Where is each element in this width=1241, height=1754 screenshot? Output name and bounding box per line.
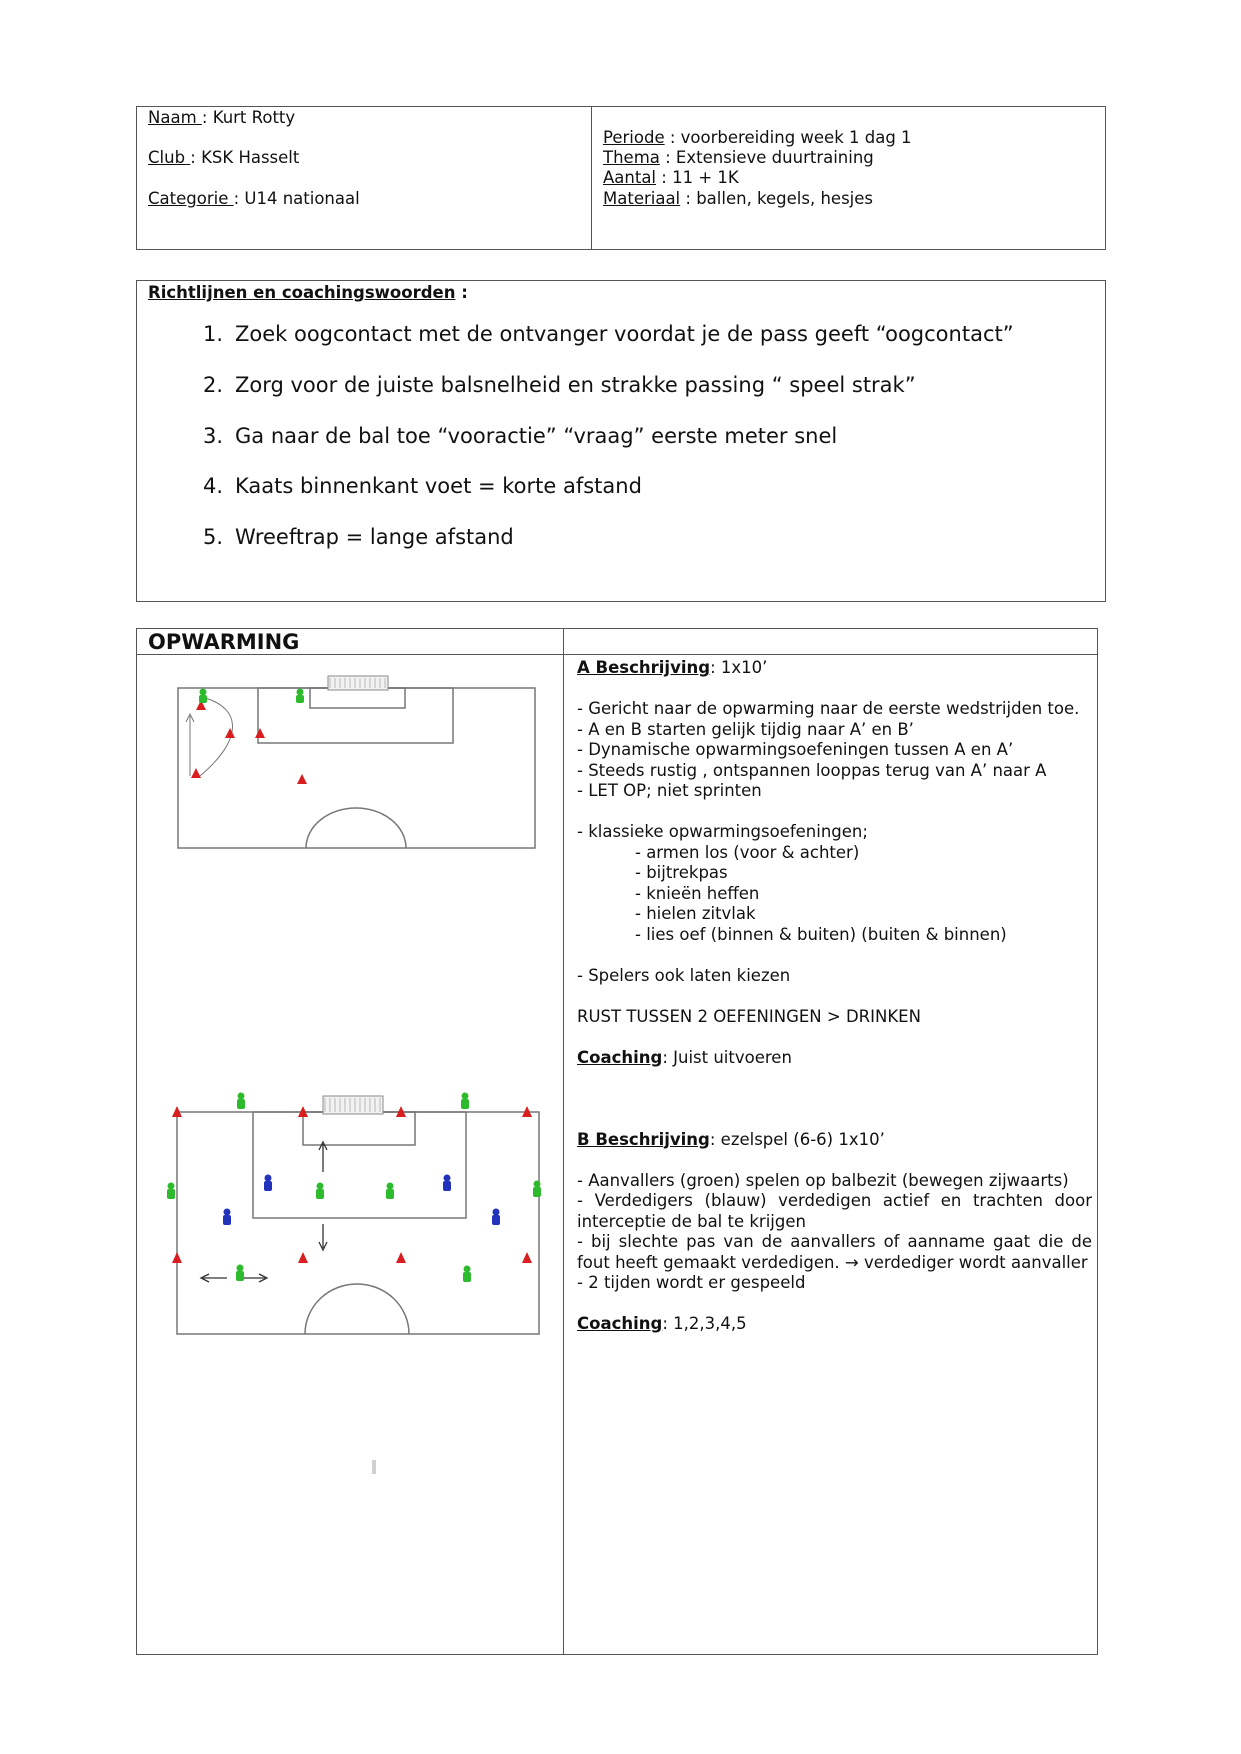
cone-icon xyxy=(225,728,235,738)
materiaal-label: Materiaal xyxy=(603,189,681,208)
cone-icon xyxy=(298,1252,308,1263)
cone-icon xyxy=(396,1252,406,1263)
cone-icon xyxy=(255,728,265,738)
defender-icon xyxy=(264,1175,272,1192)
guideline-item xyxy=(185,322,1014,346)
goal-area xyxy=(310,688,405,708)
guideline-num: 1. xyxy=(202,322,223,346)
goal-icon xyxy=(323,1096,383,1114)
aantal-value: : 11 + 1K xyxy=(656,168,739,187)
thema-row xyxy=(603,148,874,169)
header-divider xyxy=(591,106,592,250)
drill-b-diagram xyxy=(165,1082,555,1352)
b-description-label: B Beschrijving xyxy=(577,1129,710,1149)
faint-marker-icon xyxy=(372,1460,376,1474)
defender-icon xyxy=(223,1209,231,1226)
classic-intro: - klassieke opwarmingsoefeningen; xyxy=(577,822,868,841)
guideline-num: 3. xyxy=(202,424,223,448)
guideline-item xyxy=(185,474,642,498)
thema-label: Thema xyxy=(603,148,660,167)
center-circle xyxy=(305,1284,409,1334)
penalty-area xyxy=(258,688,453,743)
periode-label: Periode xyxy=(603,128,665,147)
materiaal-row xyxy=(603,189,873,210)
b-line: - Aanvallers (groen) spelen op balbezit (bewegen zijwaarts) xyxy=(577,1170,1069,1190)
drill-a-diagram xyxy=(170,668,540,858)
classic-item: - bijtrekpas xyxy=(635,863,728,882)
categorie-label: Categorie xyxy=(148,189,234,208)
club-value: : KSK Hasselt xyxy=(190,148,300,167)
guidelines-title-text: Richtlijnen en coachingswoorden xyxy=(148,283,456,302)
attacker-icon xyxy=(167,1183,175,1200)
classic-item: - knieën heffen xyxy=(635,883,760,903)
a-line: - A en B starten gelijk tijdig naar A’ en B’ xyxy=(577,719,914,739)
classic-item: - lies oef (binnen & buiten) (buiten & binnen) xyxy=(635,924,1007,944)
warmup-col-divider xyxy=(563,628,564,1655)
choose-line: - Spelers ook laten kiezen xyxy=(577,965,791,985)
penalty-area xyxy=(253,1112,466,1218)
cone-icon xyxy=(172,1252,182,1263)
rest-line: RUST TUSSEN 2 OEFENINGEN > DRINKEN xyxy=(577,1006,921,1026)
b-line: - bij slechte pas van de aanvallers of aanname gaat die de fout heeft gemaakt verdedigen. → verdediger wordt aanvaller xyxy=(577,1232,1092,1272)
periode-value: : voorbereiding week 1 dag 1 xyxy=(664,128,912,147)
guideline-num: 2. xyxy=(202,373,223,397)
naam-value: : Kurt Rotty xyxy=(201,108,296,127)
cone-icon xyxy=(522,1252,532,1263)
guidelines-title-suffix: : xyxy=(455,283,468,302)
attacker-icon xyxy=(533,1181,541,1198)
guideline-text: Ga naar de bal toe “vooractie” “vraag” eerste meter snel xyxy=(235,424,838,448)
player-icon xyxy=(296,689,304,704)
attacker-icon xyxy=(463,1266,471,1283)
warmup-row-divider xyxy=(136,654,1098,655)
player-icon xyxy=(199,689,207,704)
classic-item: - hielen zitvlak xyxy=(635,904,756,923)
guideline-item xyxy=(185,373,916,397)
club-row xyxy=(148,148,299,169)
guidelines-title xyxy=(148,283,468,304)
cone-icon xyxy=(297,774,307,784)
guideline-item xyxy=(185,525,514,549)
a-line: - Dynamische opwarmingsoefeningen tussen A en A’ xyxy=(577,740,1014,759)
materiaal-value: : ballen, kegels, hesjes xyxy=(680,189,874,208)
aantal-label: Aantal xyxy=(603,168,657,187)
periode-row xyxy=(603,128,912,149)
naam-row xyxy=(148,108,295,129)
a-coaching-label: Coaching xyxy=(577,1047,663,1067)
guideline-text: Wreeftrap = lange afstand xyxy=(235,525,514,549)
naam-label: Naam xyxy=(148,108,202,127)
guideline-num: 5. xyxy=(202,525,223,549)
categorie-value: : U14 nationaal xyxy=(233,189,360,208)
a-description-value: : 1x10’ xyxy=(710,658,768,677)
club-label: Club xyxy=(148,148,191,167)
defender-icon xyxy=(492,1209,500,1226)
a-description-label: A Beschrijving xyxy=(577,658,711,677)
b-line: - 2 tijden wordt er gespeeld xyxy=(577,1273,806,1292)
goal-icon xyxy=(328,676,388,690)
guideline-text: Zorg voor de juiste balsnelheid en strakke passing “ speel strak” xyxy=(235,373,916,397)
defender-icon xyxy=(443,1175,451,1192)
guideline-item xyxy=(185,424,837,448)
classic-item: - armen los (voor & achter) xyxy=(635,842,860,862)
guideline-num: 4. xyxy=(202,474,223,498)
attacker-icon xyxy=(316,1183,324,1200)
b-line: - Verdedigers (blauw) verdedigen actief en trachten door interceptie de bal te krijgen xyxy=(577,1191,1092,1231)
a-line: - LET OP; niet sprinten xyxy=(577,781,762,800)
a-coaching-value: : Juist uitvoeren xyxy=(662,1047,792,1067)
cone-icon xyxy=(191,768,201,778)
aantal-row xyxy=(603,168,739,189)
guideline-text: Kaats binnenkant voet = korte afstand xyxy=(235,474,642,498)
b-coaching-label: Coaching xyxy=(577,1314,663,1333)
warmup-heading: OPWARMING xyxy=(148,630,300,654)
attacker-icon xyxy=(237,1093,245,1110)
categorie-row xyxy=(148,189,360,210)
b-description-value: : ezelspel (6-6) 1x10’ xyxy=(709,1129,885,1149)
pitch-outline xyxy=(178,688,535,848)
center-circle xyxy=(306,808,406,848)
a-line: - Steeds rustig , ontspannen looppas terug van A’ naar A xyxy=(577,760,1047,780)
attacker-icon xyxy=(236,1265,244,1282)
b-coaching-value: : 1,2,3,4,5 xyxy=(662,1314,747,1333)
a-line: - Gericht naar de opwarming naar de eerste wedstrijden toe. xyxy=(577,699,1080,718)
guideline-text: Zoek oogcontact met de ontvanger voordat je de pass geeft “oogcontact” xyxy=(235,322,1014,346)
attacker-icon xyxy=(386,1183,394,1200)
attacker-icon xyxy=(461,1093,469,1110)
warmup-description xyxy=(577,658,1092,1335)
thema-value: : Extensieve duurtraining xyxy=(659,148,874,167)
